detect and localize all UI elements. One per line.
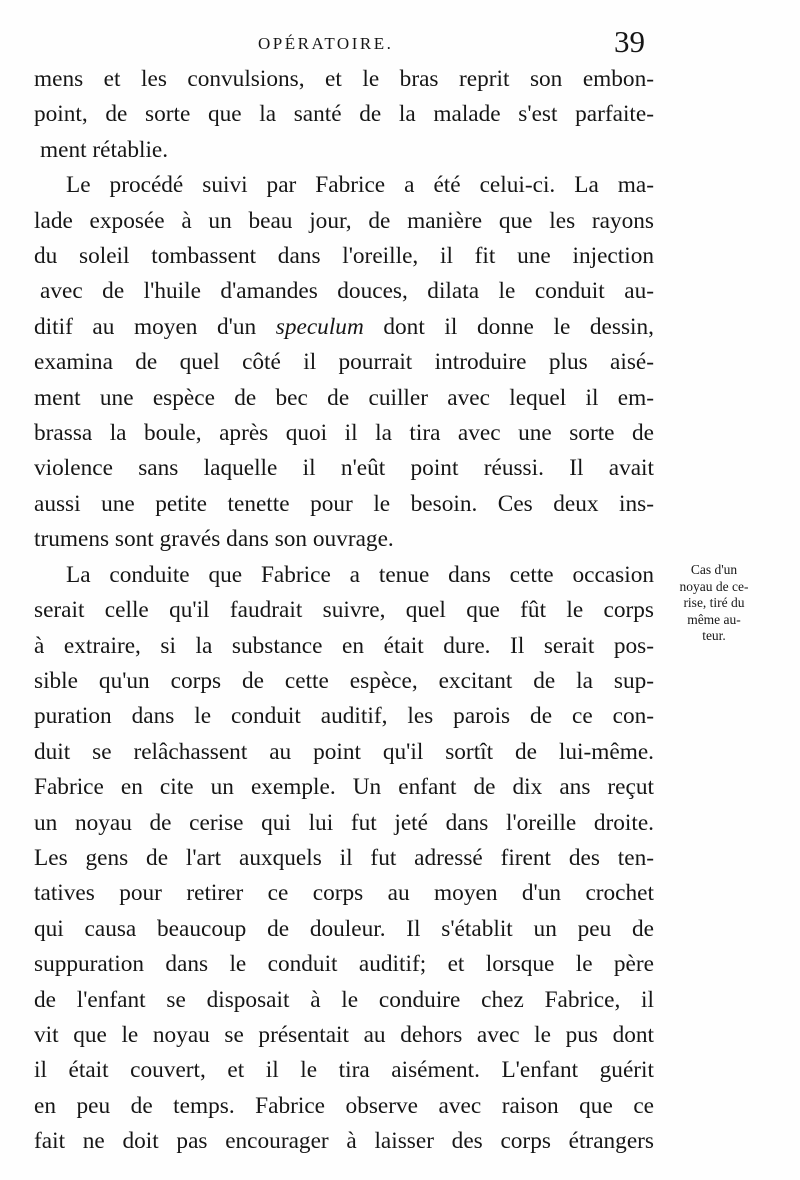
text-line: serait celle qu'il faudrait suivre, quel que fût le corps bbox=[34, 597, 654, 624]
text-line: trumens sont gravés dans son ouvrage. bbox=[34, 526, 394, 553]
margin-note-line: Cas d'un bbox=[690, 562, 738, 577]
text-line: duit se relâchassent au point qu'il sortît de lui-même. bbox=[34, 738, 654, 765]
text-line: suppuration dans le conduit auditif; et lorsque le père bbox=[34, 951, 654, 978]
text-line: mens et les convulsions, et le bras reprit son embon- bbox=[34, 66, 654, 92]
margin-note-line: noyau de ce- bbox=[679, 578, 749, 594]
margin-note-line: rise, tiré du bbox=[683, 595, 745, 610]
text-line: Le procédé suivi par Fabrice a été celui-ci. La ma- bbox=[66, 172, 654, 199]
text-line: tatives pour retirer ce corps au moyen d'un crochet bbox=[34, 880, 654, 907]
text-line: du soleil tombassent dans l'oreille, il fit une injection bbox=[34, 243, 654, 270]
text-line: lade exposée à un beau jour, de manière que les rayons bbox=[34, 207, 654, 234]
running-head: OPÉRATOIRE. bbox=[258, 34, 394, 53]
text-line: en peu de temps. Fabrice observe avec raison que ce bbox=[34, 1092, 654, 1119]
text-line: vit que le noyau se présentait au dehors avec le pus dont bbox=[34, 1021, 654, 1048]
text-line: violence sans laquelle il n'eût point réussi. Il avait bbox=[34, 455, 654, 482]
text-run: ditif au moyen d'un bbox=[34, 313, 276, 340]
text-line: il était couvert, et il le tira aisément. L'enfant guérit bbox=[34, 1057, 654, 1084]
text-line: Les gens de l'art auxquels il fut adressé firent des ten- bbox=[34, 844, 654, 871]
text-line: sible qu'un corps de cette espèce, excitant de la sup- bbox=[34, 667, 654, 694]
margin-note bbox=[658, 562, 770, 645]
text-line: de l'enfant se disposait à le conduire chez Fabrice, il bbox=[34, 986, 654, 1013]
text-line: brassa la boule, après quoi il la tira avec une sorte de bbox=[34, 420, 654, 447]
text-line: fait ne doit pas encourager à laisser des corps étrangers bbox=[34, 1128, 654, 1155]
text-line: point, de sorte que la santé de la malade s'est parfaite- bbox=[34, 101, 654, 128]
text-line: examina de quel côté il pourrait introduire plus aisé- bbox=[34, 349, 654, 376]
text-line: à extraire, si la substance en était dure. Il serait pos- bbox=[34, 632, 654, 659]
text-line: La conduite que Fabrice a tenue dans cette occasion bbox=[66, 561, 654, 588]
text-run: dont il donne le dessin, bbox=[363, 313, 654, 340]
text-line: un noyau de cerise qui lui fut jeté dans l'oreille droite. bbox=[34, 809, 654, 836]
text-line: puration dans le conduit auditif, les parois de ce con- bbox=[34, 703, 654, 730]
page-number: 39 bbox=[614, 24, 645, 59]
body-text bbox=[34, 62, 654, 1160]
margin-note-line: même au- bbox=[687, 611, 741, 627]
text-line: ment rétablie. bbox=[40, 136, 169, 163]
text-line: avec de l'huile d'amandes douces, dilata le conduit au- bbox=[40, 278, 654, 305]
margin-note-line: teur. bbox=[702, 628, 726, 643]
text-line: aussi une petite tenette pour le besoin. Ces deux ins- bbox=[34, 490, 654, 517]
text-line: qui causa beaucoup de douleur. Il s'établit un peu de bbox=[34, 915, 654, 942]
italic-word: speculum bbox=[275, 313, 364, 340]
text-line-with-italic bbox=[34, 310, 654, 345]
text-line: Fabrice en cite un exemple. Un enfant de dix ans reçut bbox=[34, 774, 654, 801]
text-line: ment une espèce de bec de cuiller avec lequel il em- bbox=[34, 384, 654, 411]
